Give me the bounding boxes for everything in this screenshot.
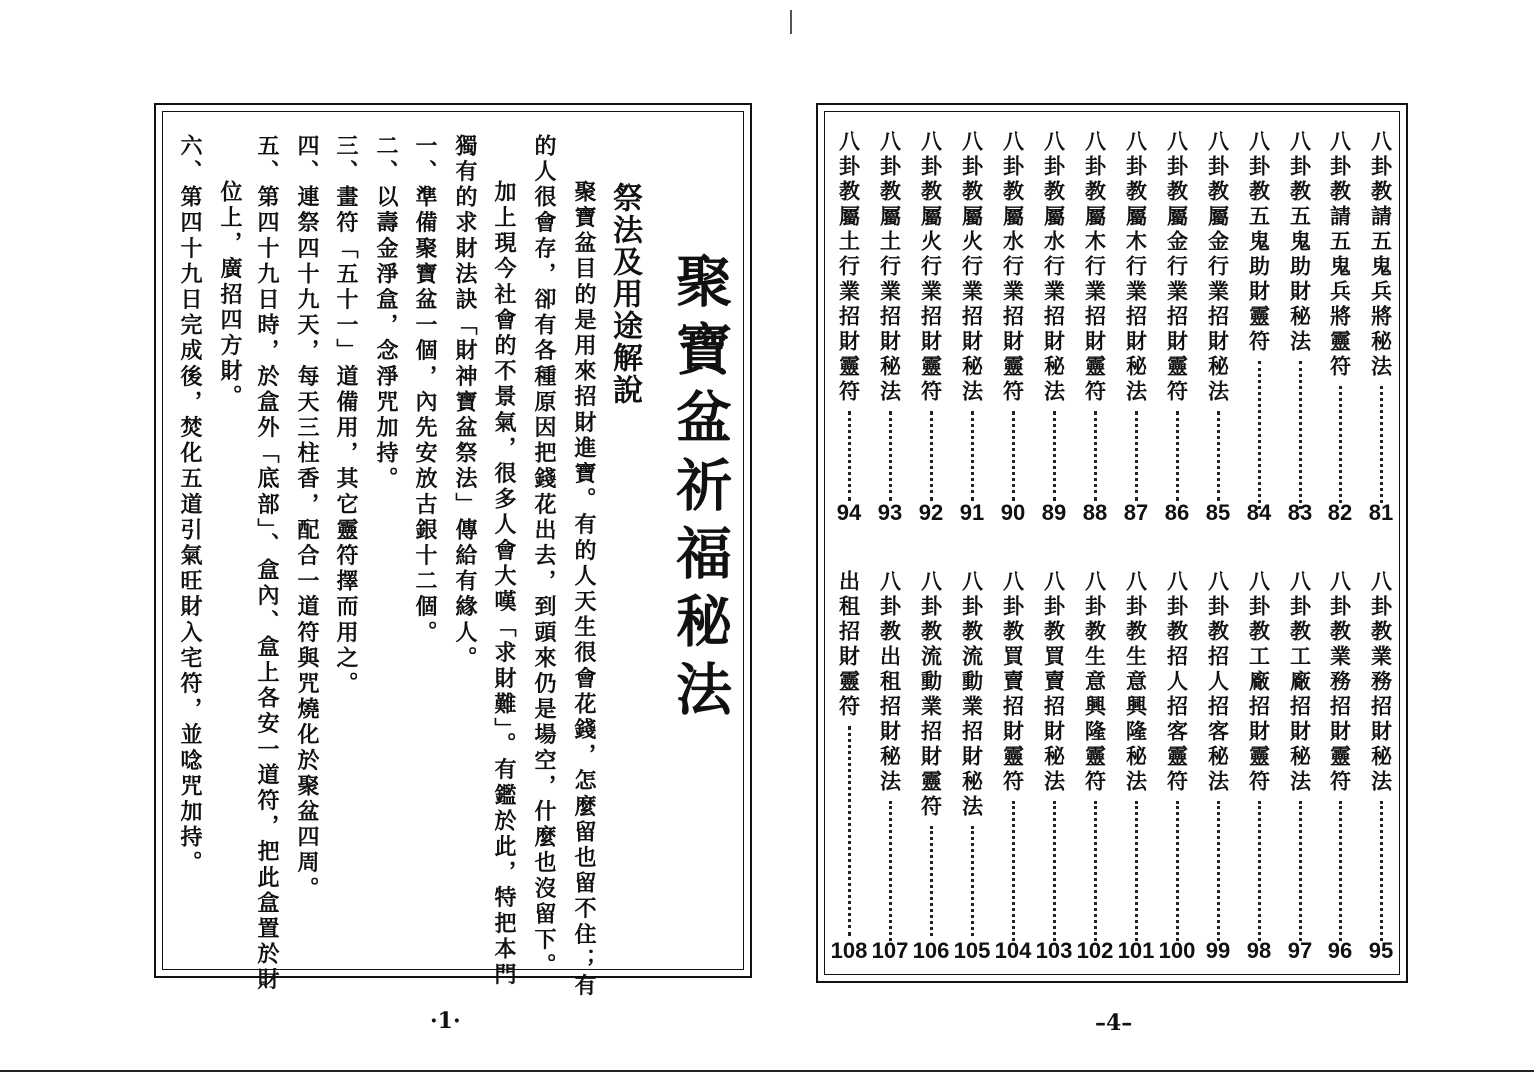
toc-leader-dots [1053,801,1056,941]
toc-entry [1281,130,1319,509]
step-line: 三、畫符「五十一」道備用，其它靈符擇而用之。 [333,134,359,698]
toc-entry [1362,130,1400,503]
step-line: 五、第四十九日時，於盒外「底部」、盒內、盒上各安一道符，把此盒置於財 [254,134,280,994]
toc-entry [1076,570,1114,941]
toc-page-number: 104 [994,938,1032,963]
toc-page-number: 83 [1287,500,1313,525]
paragraph-line: 加上現今社會的不景氣，很多人會大嘆「求財難」。有鑑於此，特把本門 [491,180,517,989]
toc-leader-dots [1217,801,1220,941]
toc-title: 出租招財靈符 [836,570,862,720]
toc-leader-dots [930,411,933,501]
toc-leader-dots [848,726,851,936]
toc-page-number: 96 [1327,938,1353,963]
toc-page-number: 105 [953,938,991,963]
page-crease [790,10,792,34]
toc-leader-dots [1258,361,1261,509]
toc-entry [1035,130,1073,501]
toc-page-number: 85 [1205,500,1231,525]
toc-leader-dots [1176,801,1179,941]
toc-entry [1281,570,1319,941]
toc-page-number: 106 [912,938,950,963]
toc-entry [912,570,950,936]
step-line: 六、第四十九日完成後，焚化五道引氣旺財入宅符，並唸咒加持。 [177,134,203,877]
section-title: 祭法及用途解說 [607,182,642,406]
toc-title: 八卦教屬水行業招財靈符 [1000,130,1026,405]
toc-title: 八卦教生意興隆靈符 [1082,570,1108,795]
toc-leader-dots [889,801,892,941]
toc-leader-dots [1176,411,1179,501]
step-line: 二、以壽金淨盒，念淨咒加持。 [373,134,399,493]
toc-title: 八卦教招人招客靈符 [1164,570,1190,795]
toc-entry [1240,130,1278,509]
toc-title: 八卦教生意興隆秘法 [1123,570,1149,795]
toc-leader-dots [1339,801,1342,941]
toc-title: 八卦教出租招財秘法 [877,570,903,795]
toc-title: 八卦教招人招客秘法 [1205,570,1231,795]
toc-leader-dots [889,411,892,501]
toc-entry [1117,570,1155,941]
toc-title: 八卦教工廠招財靈符 [1246,570,1272,795]
toc-entry [994,570,1032,941]
toc-page-number: 82 [1327,500,1353,525]
toc-page-number: 87 [1123,500,1149,525]
toc-entry [912,130,950,501]
toc-page-number: 90 [1000,500,1026,525]
toc-leader-dots [1135,411,1138,501]
toc-entry [1321,570,1359,941]
toc-title: 八卦教業務招財靈符 [1327,570,1353,795]
step-line: 位上，廣招四方財。 [217,180,243,411]
step-line: 一、準備聚寶盆一個，內先安放古銀十二個。 [412,134,438,646]
toc-title: 八卦教屬土行業招財秘法 [877,130,903,405]
toc-leader-dots [1380,386,1383,503]
toc-page-number: 100 [1158,938,1196,963]
toc-leader-dots [971,411,974,501]
toc-leader-dots [1217,411,1220,501]
toc-leader-dots [1053,411,1056,501]
toc-title: 八卦教業務招財秘法 [1368,570,1394,795]
toc-leader-dots [848,411,851,501]
toc-entry [953,130,991,501]
paragraph-line: 獨有的求財法訣「財神寶盆祭法」傳給有緣人。 [452,134,478,672]
toc-entry [830,130,868,501]
toc-title: 八卦教屬火行業招財秘法 [959,130,985,405]
toc-page-number: 101 [1117,938,1155,963]
toc-page-number: 89 [1041,500,1067,525]
right-page-frame [816,103,1408,983]
page-bottom-rule [0,1070,1534,1072]
toc-title: 八卦教屬火行業招財靈符 [918,130,944,405]
toc-page-number: 81 [1368,500,1394,525]
toc-entry [1076,130,1114,501]
toc-title: 八卦教屬金行業招財靈符 [1164,130,1190,405]
toc-title: 八卦教請五鬼兵將靈符 [1327,130,1353,380]
toc-title: 八卦教買賣招財靈符 [1000,570,1026,795]
toc-title: 八卦教工廠招財秘法 [1287,570,1313,795]
toc-leader-dots [1012,411,1015,501]
toc-page-number: 88 [1082,500,1108,525]
toc-title: 八卦教五鬼助財秘法 [1287,130,1313,355]
toc-page-number: 86 [1164,500,1190,525]
toc-title: 八卦教買賣招財秘法 [1041,570,1067,795]
toc-leader-dots [1094,411,1097,501]
toc-entry [1158,570,1196,941]
toc-entry [1158,130,1196,501]
paragraph-line: 聚寶盆目的是用來招財進寶。有的人天生很會花錢，怎麼留也留不住；有 [571,180,597,1000]
toc-page-number: 91 [959,500,985,525]
toc-leader-dots [1339,386,1342,503]
toc-entry [1362,570,1400,941]
toc-title: 八卦教屬土行業招財靈符 [836,130,862,405]
toc-title: 八卦教屬水行業招財秘法 [1041,130,1067,405]
toc-entry [1199,570,1237,941]
toc-page-number: 97 [1287,938,1313,963]
toc-page-number: 107 [871,938,909,963]
toc-entry [871,130,909,501]
toc-entry [1035,570,1073,941]
toc-page-number: 103 [1035,938,1073,963]
toc-leader-dots [971,826,974,936]
toc-page-number: 92 [918,500,944,525]
toc-inner [824,111,1400,975]
toc-page-number: 93 [877,500,903,525]
toc-page-number: 94 [836,500,862,525]
toc-page-number: 102 [1076,938,1114,963]
right-page-number: –4– [1095,1010,1133,1036]
toc-page-number: 99 [1205,938,1231,963]
toc-title: 八卦教屬木行業招財靈符 [1082,130,1108,405]
step-line: 四、連祭四十九天，每天三柱香，配合一道符與咒燒化於聚盆四周。 [294,134,320,902]
toc-title: 八卦教流動業招財秘法 [959,570,985,820]
toc-leader-dots [1012,801,1015,941]
left-page-number: ·1· [430,1008,461,1034]
toc-page-number: 84 [1246,500,1272,525]
toc-entry [1321,130,1359,503]
toc-page-number: 98 [1246,938,1272,963]
paragraph-line: 的人很會存，卻有各種原因把錢花出去，到頭來仍是場空，什麼也沒留下。 [531,134,557,979]
toc-title: 八卦教屬金行業招財秘法 [1205,130,1231,405]
toc-leader-dots [1299,801,1302,941]
toc-entry [1240,570,1278,941]
left-page-frame [154,103,752,1000]
toc-page-number: 108 [830,938,868,963]
toc-entry [953,570,991,936]
toc-title: 八卦教請五鬼兵將秘法 [1368,130,1394,380]
toc-entry [1199,130,1237,501]
toc-page-number: 95 [1368,938,1394,963]
toc-leader-dots [1299,361,1302,509]
toc-entry [871,570,909,941]
toc-leader-dots [1258,801,1261,941]
toc-entry [1117,130,1155,501]
toc-title: 八卦教流動業招財靈符 [918,570,944,820]
toc-title: 八卦教五鬼助財靈符 [1246,130,1272,355]
toc-leader-dots [930,826,933,936]
toc-entry [994,130,1032,501]
left-page-inner [162,111,744,1000]
toc-leader-dots [1135,801,1138,941]
toc-leader-dots [1380,801,1383,941]
toc-leader-dots [1094,801,1097,941]
toc-entry [830,570,868,936]
book-title: 聚寶盆祈福秘法 [667,252,733,728]
toc-title: 八卦教屬木行業招財秘法 [1123,130,1149,405]
